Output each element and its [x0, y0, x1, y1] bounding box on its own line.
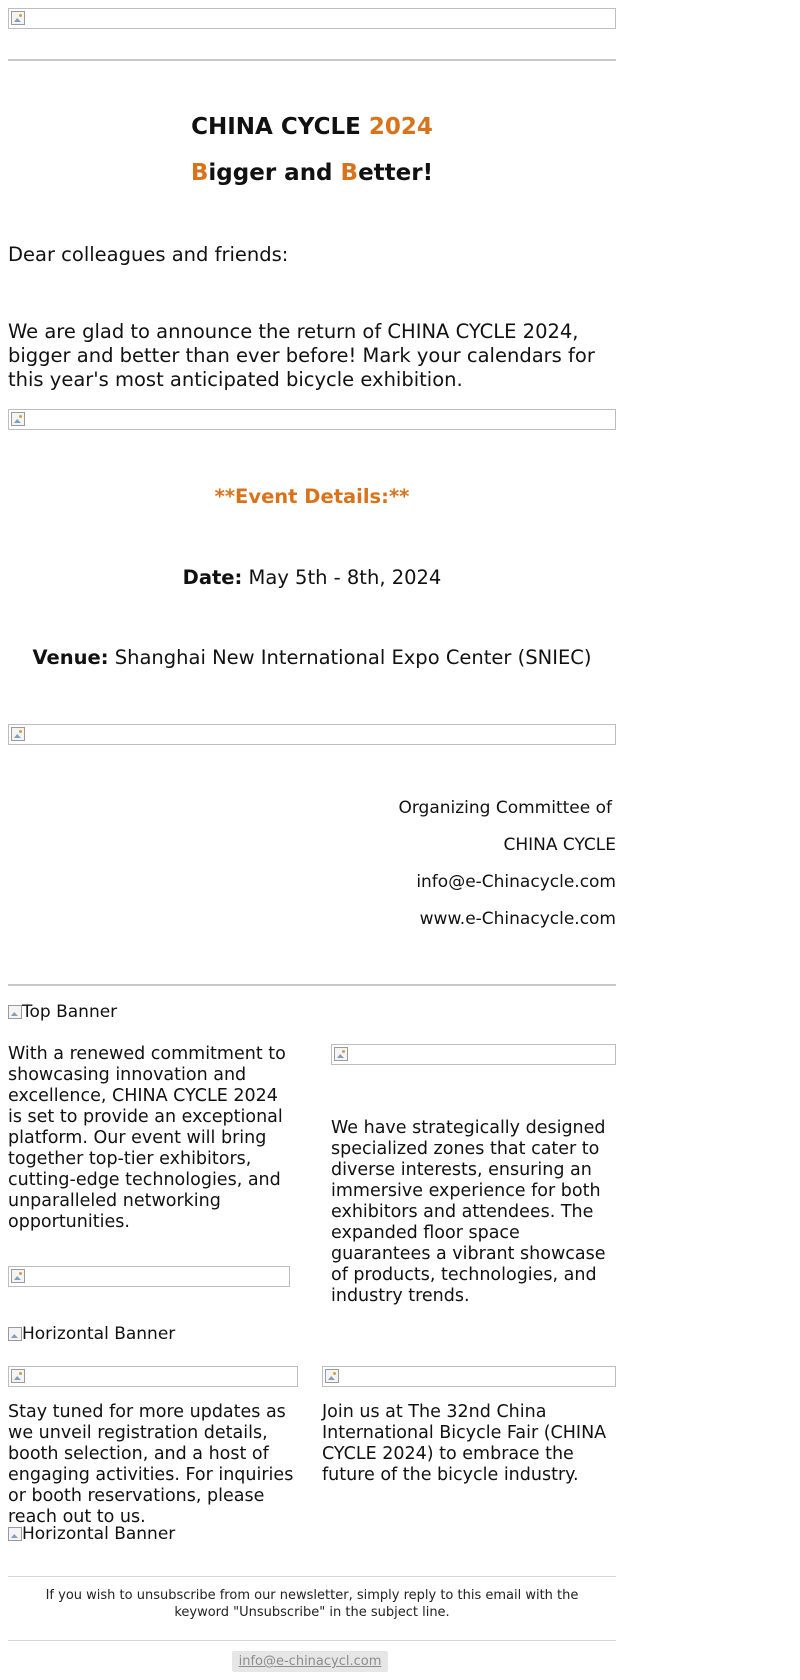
broken-image-icon: [334, 1047, 348, 1061]
header-image: [8, 8, 616, 29]
venue-label: Venue:: [32, 646, 109, 669]
event-venue: [8, 646, 616, 670]
intro-paragraph: We are glad to announce the return of CHINA CYCLE 2024, bigger and better than ever before! Mark your calendars for this year's most anticipated bicycle exhibition.: [8, 320, 595, 391]
section-a-right-text: We have strategically designed specialized zones that cater to diverse interests, ensuring an immersive experience for both exhibitors and attendees. The expanded floor space guarantees a vibrant showcase of products, technologies, and industry trends.: [331, 1118, 606, 1306]
tagline-b2: B: [340, 160, 359, 186]
greeting: Dear colleagues and friends:: [8, 243, 289, 266]
broken-image-icon: [8, 1527, 22, 1541]
broken-image-icon: [11, 727, 25, 741]
broken-image-icon: [11, 1269, 25, 1283]
broken-image-icon: [8, 1005, 22, 1019]
event-image: [8, 409, 616, 430]
signature-line1: Organizing Committee of: [398, 798, 612, 818]
title-year: 2024: [368, 114, 433, 140]
broken-image-icon: [11, 1369, 25, 1383]
horizontal-banner-alt: Horizontal Banner: [22, 1324, 176, 1344]
broken-image-icon: [11, 11, 25, 25]
section-b-right-text: Join us at The 32nd China International Bicycle Fair (CHINA CYCLE 2024) to embrace the future of the bicycle industry.: [322, 1402, 607, 1485]
page-title: [8, 114, 616, 140]
horizontal-banner-alt: Horizontal Banner: [22, 1524, 176, 1544]
section-b-right-image: [322, 1366, 616, 1387]
tagline-mid: igger and: [208, 160, 341, 186]
divider: [8, 1576, 616, 1577]
section-a-left-text: With a renewed commitment to showcasing innovation and excellence, CHINA CYCLE 2024 is set to provide an exceptional platform. Our event will bring together top-tier exhibitors, cutting-edge technologies, and unparalleled networking opportunities.: [8, 1044, 286, 1232]
venue-image: [8, 724, 616, 745]
top-banner-alt: Top Banner: [22, 1002, 118, 1022]
footer-email-link[interactable]: info@e-chinacycl.com: [232, 1651, 388, 1672]
event-date: [8, 566, 616, 590]
signature-email[interactable]: info@e-Chinacycle.com: [416, 872, 616, 892]
horizontal-banner: [8, 1324, 175, 1344]
signature-website[interactable]: www.e-Chinacycle.com: [419, 909, 616, 929]
tagline-b1: B: [190, 160, 209, 186]
broken-image-icon: [11, 412, 25, 426]
event-details-heading: **Event Details:**: [214, 485, 410, 508]
signature-line2: CHINA CYCLE: [503, 835, 616, 855]
tagline-end: etter!: [358, 160, 434, 186]
tagline: [8, 160, 616, 186]
section-b-left-image: [8, 1366, 298, 1387]
venue-value: Shanghai New International Expo Center (SNIEC): [114, 646, 592, 669]
divider: [8, 984, 616, 986]
broken-image-icon: [325, 1369, 339, 1383]
divider: [8, 1640, 616, 1641]
date-value: May 5th - 8th, 2024: [248, 566, 442, 589]
broken-image-icon: [8, 1327, 22, 1341]
section-a-left-image: [8, 1266, 290, 1287]
top-banner: [8, 1002, 117, 1022]
section-b-left-text: Stay tuned for more updates as we unveil registration details, booth selection, and a host of engaging activities. For inquiries or booth reservations, please reach out to us.: [8, 1402, 294, 1527]
section-a-right-image: [331, 1044, 616, 1065]
divider: [8, 59, 616, 61]
title-main: CHINA CYCLE: [191, 114, 361, 140]
date-label: Date:: [182, 566, 243, 589]
unsubscribe-note: If you wish to unsubscribe from our newsletter, simply reply to this email with the keyword "Unsubscribe" in the subject line.: [45, 1588, 579, 1620]
horizontal-banner: [8, 1524, 175, 1544]
